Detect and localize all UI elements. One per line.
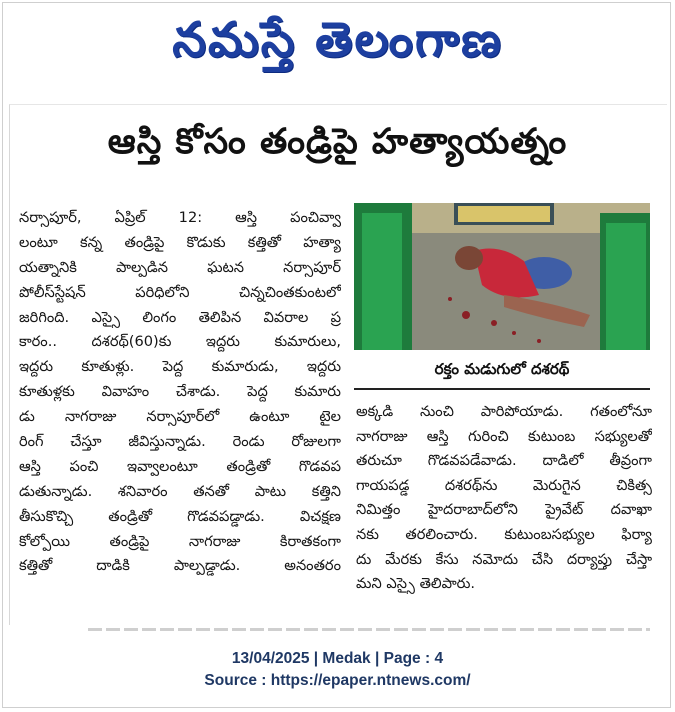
footer-divider: [88, 628, 650, 631]
body-line: లంటూ కన్న తండ్రిపై కొడుకు కత్తితో హత్యా: [19, 233, 341, 251]
news-photo: [354, 203, 650, 350]
source-link[interactable]: Source : https://epaper.ntnews.com/: [204, 672, 471, 689]
article-headline: ఆస్తి కోసం తండ్రిపై హత్యాయత్నం: [107, 122, 568, 162]
body-line: కత్తితో దాడికి పాల్పడ్డాడు. అనంతరం: [19, 557, 341, 575]
masthead-title: నమస్తే తెలంగాణ: [172, 12, 503, 68]
body-line: నిమిత్తం హైదరాబాద్‌లోని ప్రైవేట్ దవాఖా: [356, 501, 652, 519]
article-column-right: [356, 400, 652, 597]
body-line: ఆస్తి పంచి ఇవ్వాలంటూ తండ్రితో గొడవప: [19, 457, 341, 475]
photo-caption: రక్తం మడుగులో దశరథ్: [434, 360, 570, 378]
body-line: రింగ్ చేస్తూ జీవిస్తున్నాడు. రెండు రోజులగా: [19, 433, 341, 451]
body-line: నర్సాపూర్, ఏప్రిల్ 12: ఆస్తి పంచివ్వా: [19, 209, 341, 226]
caption-divider: [354, 388, 650, 390]
body-line: జరిగింది. ఎస్సై లింగం తెలిపిన వివరాల ప్ర: [19, 308, 341, 326]
body-line: ఇద్దరు కూతుళ్లు. పెద్ద కుమారుడు, ఇద్దరు: [19, 358, 341, 376]
body-line: తరుచూ గొడవపడేవాడు. దాడిలో తీవ్రంగా: [356, 452, 652, 470]
body-line: కోల్పోయి తండ్రిపై నాగరాజు కిరాతకంగా: [19, 532, 341, 550]
body-line: తీసుకొచ్చి తండ్రితో గొడవపడ్డాడు. విచక్షణ: [19, 507, 341, 525]
edition-info: [0, 648, 675, 692]
body-line: డుతున్నాడు. శనివారం తనతో పాటు కత్తిని: [19, 482, 341, 500]
body-line: నకు తరలించారు. కుటుంబసభ్యుల ఫిర్యా: [356, 525, 652, 543]
body-line: గాయపడ్డ దశరథ్‌ను మెరుగైన చికిత్స: [356, 476, 652, 494]
body-line: డు నాగరాజు నర్సాపూర్‌లో ఉంటూ టైల: [19, 408, 341, 426]
article-column-left: [19, 206, 341, 579]
body-line: అక్కడి నుంచి పారిపోయాడు. గతంలోనూ: [356, 403, 652, 420]
body-line: కూతుళ్లకు వివాహం చేశాడు. పెద్ద కుమారు: [19, 383, 341, 401]
edition-line: 13/04/2025 | Medak | Page : 4: [231, 650, 444, 667]
body-line: యత్నానికి పాల్పడిన ఘటన నర్సాపూర్: [19, 258, 341, 276]
body-line: దు మేరకు కేసు నమోదు చేసి దర్యాప్తు చేస్తా: [356, 550, 652, 568]
body-line: నాగరాజు ఆస్తి గురించి కుటుంబ సభ్యులతో: [356, 427, 652, 445]
body-line: పోలీస్‌స్టేషన్ పరిధిలోని చిన్నచింతకుంటలో: [19, 283, 341, 301]
body-line: కారం.. దశరథ్(60)కు ఇద్దరు కుమారులు,: [19, 333, 341, 351]
body-line: మని ఎస్సై తెలిపారు.: [356, 575, 476, 593]
